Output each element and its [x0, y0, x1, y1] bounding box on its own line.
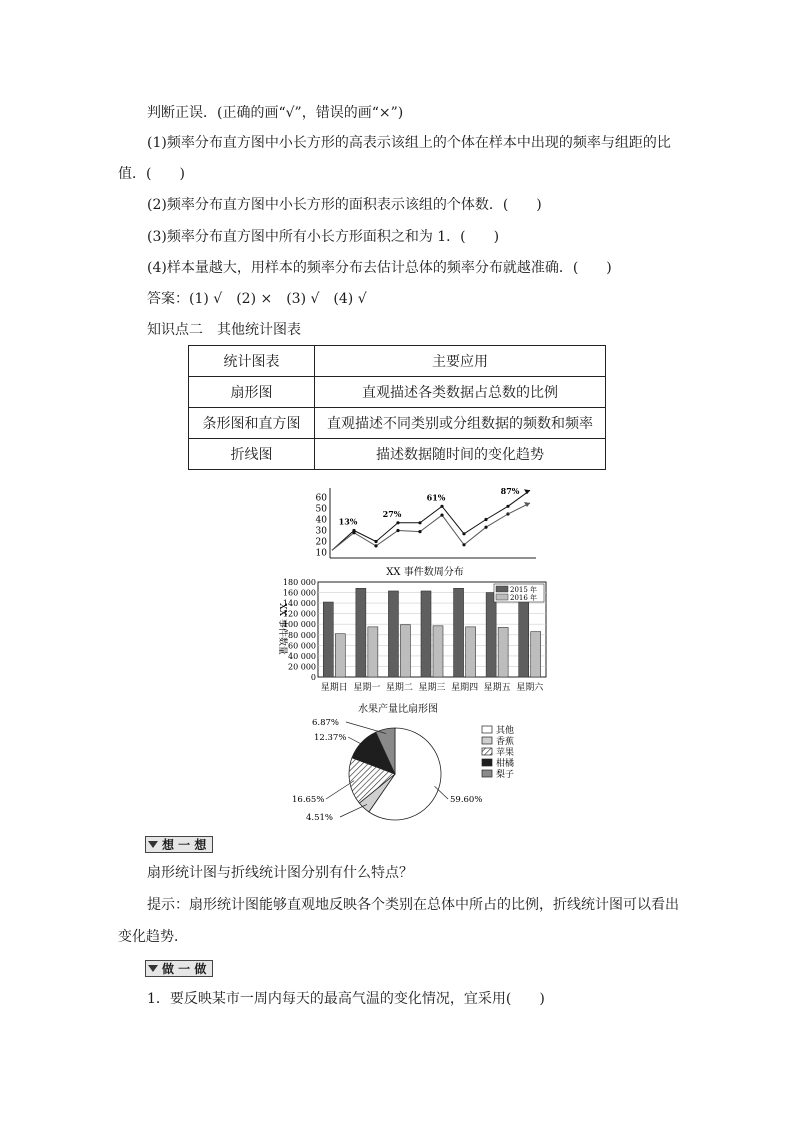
question-4: (4)样本量越大，用样本的频率分布去估计总体的频率分布就越准确．( ): [147, 260, 612, 276]
table-row: [189, 439, 606, 470]
bar: [519, 602, 529, 677]
y-tick-label: 20 000: [288, 662, 316, 672]
x-tick-label: 星期三: [418, 683, 446, 693]
pie-percent-label: 12.37%: [314, 733, 347, 743]
pie-percent-label: 6.87%: [312, 718, 340, 728]
legend-label: 其他: [496, 726, 515, 736]
answer-text: 答案：(1) √ (2) × (3) √ (4) √: [147, 291, 367, 307]
data-point: [440, 505, 443, 508]
x-tick-label: 星期六: [516, 683, 544, 693]
think-label: 想 一 想: [162, 838, 207, 852]
bar: [454, 588, 464, 677]
exercise-question-1: 1．要反映某市一周内每天的最高气温的变化情况，宜采用( ): [147, 991, 545, 1007]
hint-text-cont: 变化趋势．: [118, 929, 188, 945]
legend-swatch: [496, 586, 508, 592]
line-series: [332, 506, 508, 550]
table-cell: 描述数据随时间的变化趋势: [315, 439, 606, 470]
leader-line: [340, 804, 367, 817]
bar: [421, 591, 431, 677]
legend-label: 苹果: [496, 748, 515, 758]
do-tag: [145, 960, 213, 977]
y-tick-label: 10: [315, 548, 327, 559]
y-tick-label: 140 000: [282, 599, 316, 609]
y-tick-label: 60: [315, 493, 327, 504]
bar: [388, 591, 398, 677]
pie-percent-label: 4.51%: [306, 813, 334, 823]
x-tick-label: 星期二: [385, 683, 413, 693]
y-tick-label: 80 000: [288, 630, 316, 640]
bar: [323, 602, 333, 677]
x-tick-label: 星期一: [353, 683, 381, 693]
bar: [368, 627, 378, 677]
table-cell: 扇形图: [189, 377, 315, 408]
bar: [433, 626, 443, 677]
y-tick-label: 40: [315, 515, 327, 526]
table-cell: 直观描述各类数据占总数的比例: [315, 377, 606, 408]
y-axis-label: XX 事件数量: [277, 603, 287, 655]
bar: [356, 588, 366, 677]
y-tick-label: 20: [315, 537, 327, 548]
line-chart: [300, 482, 550, 564]
table-cell: 条形图和直方图: [189, 408, 315, 439]
bar: [335, 634, 345, 677]
table-row: [189, 408, 606, 439]
data-point: [374, 544, 377, 547]
bar-chart-title: XX 事件数周分布: [386, 567, 464, 578]
percent-annotation: 87%: [500, 486, 520, 496]
y-tick-label: 180 000: [282, 578, 316, 587]
data-point: [440, 514, 443, 517]
bar: [466, 627, 476, 677]
percent-annotation: 61%: [426, 492, 446, 503]
section-title: 知识点二 其他统计图表: [147, 322, 301, 338]
legend-swatch: [482, 726, 492, 733]
bar: [531, 632, 541, 677]
y-tick-label: 30: [315, 526, 327, 537]
legend-label: 2016 年: [510, 594, 538, 602]
table-cell: 折线图: [189, 439, 315, 470]
data-point: [374, 540, 377, 543]
legend-label: 梨子: [496, 770, 515, 780]
pie-percent-label: 59.60%: [450, 795, 483, 805]
table-header-cell: 主要应用: [315, 346, 606, 377]
bar: [498, 627, 508, 677]
do-label: 做 一 做: [162, 962, 207, 976]
table-header-cell: 统计图表: [189, 346, 315, 377]
leader-line: [346, 722, 386, 734]
triangle-down-icon: [148, 841, 158, 848]
data-point: [462, 532, 465, 535]
think-tag: [145, 836, 213, 853]
intro-text: 判断正误．(正确的画“√”，错误的画“×”): [147, 105, 404, 121]
legend-swatch: [482, 770, 492, 777]
data-point: [418, 521, 421, 524]
data-point: [462, 543, 465, 546]
y-tick-label: 100 000: [282, 620, 316, 630]
y-tick-label: 50: [315, 504, 327, 515]
data-point: [418, 530, 421, 533]
leader-line: [326, 781, 354, 799]
pie-chart-title: 水果产量比扇形图: [358, 704, 438, 715]
legend-label: 柑橘: [496, 759, 515, 769]
y-tick-label: 120 000: [282, 609, 316, 619]
bar: [400, 625, 410, 677]
y-tick-label: 40 000: [288, 651, 316, 661]
question-2: (2)频率分布直方图中小长方形的面积表示该组的个体数．( ): [147, 197, 542, 213]
question-1: (1)频率分布直方图中小长方形的高表示该组上的个体在样本中出现的频率与组距的比: [147, 135, 671, 151]
percent-annotation: 27%: [382, 508, 402, 519]
legend-swatch: [482, 737, 492, 744]
question-1-cont: 值．( ): [118, 166, 185, 182]
legend-swatch: [496, 594, 508, 600]
legend-label: 2015 年: [510, 586, 538, 594]
data-point: [484, 518, 487, 521]
data-point: [484, 526, 487, 529]
x-tick-label: 星期日: [320, 683, 348, 693]
table-header-row: [189, 346, 606, 377]
percent-annotation: 13%: [338, 516, 358, 527]
y-tick-label: 160 000: [282, 588, 316, 598]
legend-swatch: [482, 759, 492, 766]
hint-text: 提示：扇形统计图能够直观地反映各个类别在总体中所占的比例，折线统计图可以看出: [147, 897, 679, 913]
x-tick-label: 星期五: [483, 683, 511, 693]
legend-label: 香蕉: [496, 737, 515, 747]
triangle-down-icon: [148, 965, 158, 972]
data-point: [352, 531, 355, 534]
data-point: [396, 521, 399, 524]
legend-swatch: [482, 748, 492, 755]
y-tick-label: 0: [310, 673, 316, 682]
x-tick-label: 星期四: [451, 683, 479, 693]
chart-types-table: [188, 345, 606, 470]
think-question: 扇形统计图与折线统计图分别有什么特点？: [147, 865, 413, 881]
question-3: (3)频率分布直方图中所有小长方形面积之和为 1．( ): [147, 229, 500, 245]
bar-chart: [270, 563, 560, 701]
bar: [486, 593, 496, 677]
table-row: [189, 377, 606, 408]
table-cell: 直观描述不同类别或分组数据的频数和频率: [315, 408, 606, 439]
data-point: [396, 529, 399, 532]
arrow-head: [524, 502, 530, 507]
pie-chart: [290, 700, 560, 828]
pie-percent-label: 16.65%: [292, 795, 325, 805]
y-tick-label: 60 000: [288, 641, 316, 651]
